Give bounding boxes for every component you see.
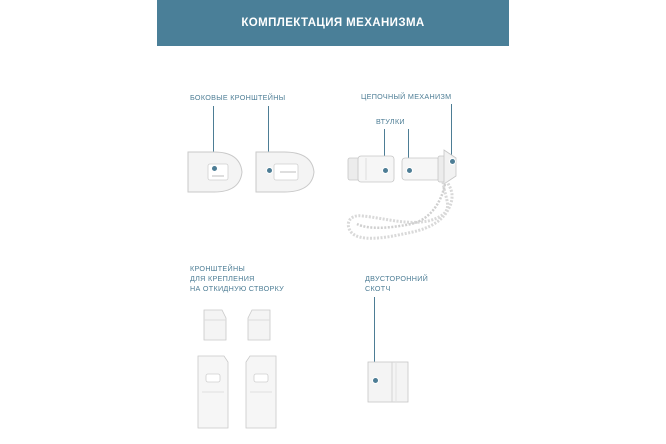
label-side-brackets-text: БОКОВЫЕ КРОНШТЕЙНЫ bbox=[190, 93, 286, 102]
sash-clip-top-left bbox=[200, 308, 230, 342]
label-side-brackets bbox=[190, 93, 285, 103]
sash-clip-top-right bbox=[244, 308, 274, 342]
sash-bracket-bottom-right bbox=[240, 352, 280, 432]
sash-bracket-bottom-left bbox=[194, 352, 234, 432]
label-sash-brackets bbox=[190, 264, 284, 294]
marker-chain-mechanism bbox=[449, 158, 456, 165]
marker-tape bbox=[372, 377, 379, 384]
label-sash-brackets-line-2: ДЛЯ КРЕПЛЕНИЯ bbox=[190, 274, 255, 283]
side-bracket-left bbox=[186, 150, 246, 196]
label-tape bbox=[365, 274, 428, 294]
page-header bbox=[157, 0, 509, 46]
marker-side-bracket-left bbox=[211, 165, 218, 172]
label-chain-mechanism bbox=[361, 92, 451, 102]
label-chain-mechanism-text: ЦЕПОЧНЫЙ МЕХАНИЗМ bbox=[361, 92, 452, 101]
bead-chain bbox=[345, 180, 475, 260]
label-tape-line-2: СКОТЧ bbox=[365, 284, 391, 293]
label-bushings-text: ВТУЛКИ bbox=[376, 117, 405, 126]
side-bracket-right bbox=[254, 150, 318, 196]
label-bushings bbox=[376, 117, 405, 127]
label-tape-line-1: ДВУСТОРОННИЙ bbox=[365, 274, 429, 283]
header-title: КОМПЛЕКТАЦИЯ МЕХАНИЗМА bbox=[241, 17, 425, 29]
label-sash-brackets-line-3: НА ОТКИДНУЮ СТВОРКУ bbox=[190, 284, 285, 293]
label-sash-brackets-line-1: КРОНШТЕЙНЫ bbox=[190, 264, 246, 273]
marker-bushing-1 bbox=[382, 167, 389, 174]
marker-side-bracket-right bbox=[266, 167, 273, 174]
marker-bushing-2 bbox=[406, 167, 413, 174]
